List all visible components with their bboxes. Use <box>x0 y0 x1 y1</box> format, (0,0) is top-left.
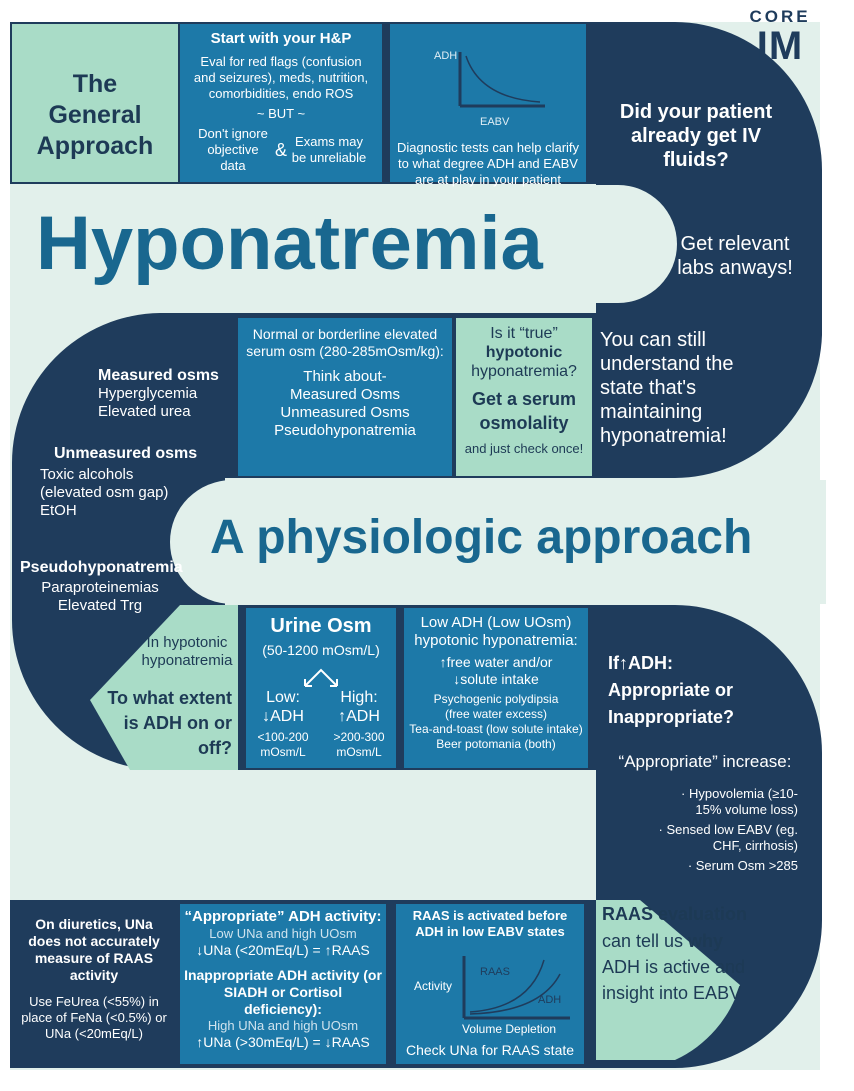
measured-osms <box>98 366 228 421</box>
hp-amp: & <box>274 139 287 160</box>
adh-activity-box <box>180 904 386 1064</box>
hp-left: Don't ignore objective data <box>198 126 268 173</box>
urine-osm-box <box>246 608 396 768</box>
low-adh-line1: ↑free water and/or <box>439 654 553 670</box>
adh-activity-eq2: ↑UNa (>30mEq/L) = ↓RAAS <box>196 1034 370 1050</box>
serum-osm-box <box>238 318 452 476</box>
high-adh-question <box>608 650 758 731</box>
true-hypo-hypotonic: hypotonic <box>485 344 563 361</box>
page-subtitle: A physiologic approach <box>210 511 753 564</box>
low-adh-cause: Psychogenic polydipsia <box>433 692 559 706</box>
state-note <box>600 328 780 448</box>
low-adh-line2: ↓solute intake <box>453 671 539 687</box>
pseudo-osms-item: Paraproteinemias <box>41 579 159 596</box>
urine-osm-heading: Urine Osm <box>270 615 372 637</box>
adh-activity-eq1: ↓UNa (<20mEq/L) = ↑RAAS <box>196 942 370 958</box>
adh-activity-heading1: “Appropriate” ADH activity: <box>184 908 382 925</box>
general-approach-box <box>12 24 178 182</box>
raas-eval-post: ADH is active and insight into EABV <box>602 957 746 1003</box>
measured-osms-head: Measured osms <box>98 367 219 384</box>
low-adh-cause: Beer potomania (both) <box>436 737 556 751</box>
hp-box <box>180 24 382 182</box>
adh-graph-xlabel: EABV <box>480 116 510 128</box>
labs-text: Get relevant labs anways! <box>677 233 793 279</box>
true-hypo-action: Get a serum osmolality <box>471 389 577 433</box>
raas-graph-xlabel: Volume Depletion <box>462 1022 557 1036</box>
raas-graph-box <box>396 904 584 1064</box>
pseudo-osms-head: Pseudohyponatremia <box>20 559 183 576</box>
urine-osm-range: (50-1200 mOsm/L) <box>262 642 380 658</box>
appropriate-cause: · Hypovolemia (≥10-15% volume loss) <box>681 786 798 817</box>
adh-activity-line2: High UNa and high UOsm <box>207 1018 359 1033</box>
measured-osms-item: Hyperglycemia <box>98 385 198 402</box>
diuretics-heading: On diuretics, UNa does not accurately measure of RAAS activity <box>28 916 160 983</box>
true-hypo-hypo2: hyponatremia? <box>471 363 577 380</box>
true-hypo-note: and just check once! <box>464 441 584 456</box>
adh-graph-box <box>390 24 586 187</box>
hp-body: Eval for red flags (confusion and seizures), meds, nutrition, comorbidities, endo ROS <box>193 54 369 101</box>
brand-logo <box>740 8 820 66</box>
raas-graph-curve1: RAAS <box>480 966 510 978</box>
serum-osm-think: Think about- <box>303 368 387 385</box>
true-hypo-question: Is it “true” <box>490 325 558 342</box>
adh-extent-context <box>138 634 236 670</box>
brand-line1: CORE <box>749 7 811 26</box>
raas-eval-heading: RAAS evaluation <box>602 904 748 924</box>
raas-graph-curve2: ADH <box>538 994 562 1006</box>
raas-graph-heading: RAAS is activated before ADH in low EABV states <box>412 908 568 939</box>
labs-note <box>670 232 800 280</box>
pseudo-osms <box>20 558 183 615</box>
adh-extent-question-text: To what extent is ADH on or off? <box>107 688 232 758</box>
adh-activity-heading2: Inappropriate ADH activity (or SIADH or Cortisol deficiency): <box>184 967 382 1017</box>
raas-eval-pre: can tell us <box>602 931 689 951</box>
diuretics-body: Use FeUrea (<55%) in place of FeNa (<0.5%) or UNa (<20mEq/L) <box>21 994 167 1041</box>
urine-high-value: >200-300 mOsm/L <box>333 730 385 759</box>
appropriate-increase-text: “Appropriate” increase: <box>618 752 792 771</box>
serum-osm-item: Unmeasured Osms <box>280 404 410 421</box>
adh-extent-context-text: In hypotonic hyponatremia <box>141 634 233 669</box>
general-approach-label: The General Approach <box>36 70 154 160</box>
urine-low-label: Low: <box>266 689 300 706</box>
unmeasured-osms <box>40 444 200 520</box>
urine-high-label: High: <box>340 689 378 706</box>
pseudo-osms-item: Elevated Trg <box>57 597 143 614</box>
unmeasured-osms-item: (elevated osm gap) <box>40 484 169 501</box>
adh-extent-question <box>100 686 232 761</box>
adh-graph-ylabel: ADH <box>434 50 458 62</box>
measured-osms-item: Elevated urea <box>98 403 191 420</box>
urine-high-adh: ↑ADH <box>338 708 380 725</box>
raas-adh-graph <box>460 954 572 1026</box>
appropriate-increase <box>612 752 798 772</box>
brand-line2: IM <box>756 24 804 68</box>
split-arrow-icon <box>301 666 341 688</box>
unmeasured-osms-item: EtOH <box>40 502 77 519</box>
adh-graph-caption: Diagnostic tests can help clarify to what degree ADH and EABV are at play in your patient <box>396 140 580 187</box>
appropriate-cause: · Sensed low EABV (eg. CHF, cirrhosis) <box>658 822 798 853</box>
appropriate-cause: · Serum Osm >285 <box>687 858 798 873</box>
page-title: Hyponatremia <box>36 201 543 286</box>
adh-activity-line1: Low UNa and high UOsm <box>209 926 357 941</box>
hp-but: ~ BUT ~ <box>256 106 306 121</box>
true-hypo-box <box>456 318 592 476</box>
low-adh-cause: (free water excess) <box>444 707 548 721</box>
iv-fluids-question <box>596 100 796 172</box>
serum-osm-item: Measured Osms <box>289 386 401 403</box>
iv-fluids-text: Did your patient already get IV fluids? <box>619 101 773 171</box>
raas-graph-ylabel: Activity <box>414 979 453 993</box>
raas-eval-why: why <box>688 931 724 951</box>
low-adh-cause: Tea-and-toast (low solute intake) <box>409 722 583 736</box>
urine-low-value: <100-200 mOsm/L <box>257 730 309 759</box>
hp-heading: Start with your H&P <box>210 30 352 47</box>
hp-right: Exams may be unreliable <box>291 134 367 165</box>
urine-high <box>324 688 394 760</box>
high-adh-question-text: If↑ADH: Appropriate or Inappropriate? <box>608 653 735 727</box>
raas-eval <box>602 902 752 1006</box>
urine-low <box>248 688 318 760</box>
unmeasured-osms-item: Toxic alcohols <box>40 466 134 483</box>
diuretics-box <box>14 916 174 1042</box>
unmeasured-osms-head: Unmeasured osms <box>54 445 198 462</box>
raas-graph-caption: Check UNa for RAAS state <box>405 1042 575 1058</box>
appropriate-causes <box>656 786 798 874</box>
low-adh-box <box>404 608 588 768</box>
state-text: You can still understand the state that's maintaining hyponatremia! <box>600 329 734 447</box>
raas-eval-body <box>602 928 752 1006</box>
serum-osm-heading: Normal or borderline elevated serum osm (280-285mOsm/kg): <box>246 326 444 359</box>
serum-osm-item: Pseudohyponatremia <box>274 422 416 439</box>
urine-low-adh: ↓ADH <box>262 708 304 725</box>
low-adh-heading: Low ADH (Low UOsm) hypotonic hyponatremia: <box>414 614 578 649</box>
